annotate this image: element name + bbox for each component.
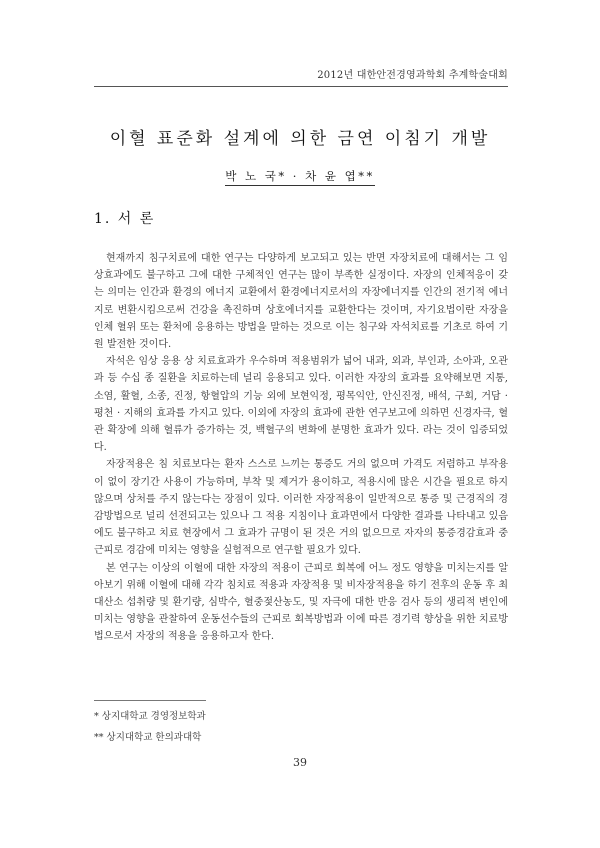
authors-text: 박 노 국* · 차 윤 엽**	[225, 168, 375, 186]
paragraph: 자장적용은 침 치료보다는 환자 스스로 느끼는 통증도 거의 없으며 가격도 저렴하고 부작용이 없이 장기간 사용이 가능하며, 부착 및 제거가 용이하고, 적용시에 많은 시간을 필요로 하지 않으며 상처를 주지 않는다는 장점이 있다. 이러한 자장적용이 일반적으로 통증 및 근경직의 경감방법으로 널리 선전되고는 있으나 그 적용 지침이나 효과면에서 다양한 결과를 나타내고 있음에도 불구하고 치료 현장에서 그 효과가 규명이 된 것은 거의 없으므로 자자의 통증경감효과 중근피로 경감에 미치는 영향을 실험적으로 연구할 필요가 있다.	[94, 459, 508, 557]
footnote-rule	[94, 700, 206, 701]
paper-title: 이혈 표준화 설계에 의한 금연 이침기 개발	[109, 129, 491, 149]
paragraph: 현재까지 침구치료에 대한 연구는 다양하게 보고되고 있는 반면 자장치료에 대해서는 그 임상효과에도 불구하고 그에 대한 구체적인 연구는 많이 부족한 실정이다. 자장의 인체적응이 갖는 의미는 인간과 환경의 에너지 교환에서 환경에너지로서의 자장에너지를 인간의 전기적 에너지로 변환시킴으로써 건강을 촉진하며 상호에너지를 교환한다는 것이며, 자기요법이란 자장을 인체 혈위 또는 환처에 응용하는 방법을 말하는 것으로 이는 침구와 자석치료를 기초로 하여 기원 발전한 것이다.	[94, 253, 508, 351]
header-rule	[94, 86, 508, 87]
footnote-author1: * 상지대학교 경영정보학과	[94, 711, 206, 722]
footnotes	[94, 706, 206, 748]
paragraph: 본 연구는 이상의 이혈에 대한 자장의 적용이 근피로 회복에 어느 정도 영향을 미치는지를 알아보기 위해 이혈에 대해 각각 침치료 적용과 자장적용 및 비자장적용을 하기 전후의 운동 후 최대산소 섭취량 및 환기량, 심박수, 혈중젖산농도, 및 자극에 대한 반응 검사 등의 생리적 변인에 미치는 영향을 관찰하여 운동선수들의 근피로 회복방법과 이에 따른 경기력 향상을 위한 치료방법으로서 자장의 적용을 응용하고자 한다.	[94, 562, 508, 643]
section-heading: 1. 서 론	[94, 211, 156, 227]
page-number: 39	[293, 756, 307, 769]
footnote-author2: ** 상지대학교 한의과대학	[94, 732, 202, 743]
running-head: 2012년 대한안전경영과학회 추계학술대회	[317, 70, 508, 81]
paragraph: 자석은 임상 응용 상 치료효과가 우수하며 적용범위가 넓어 내과, 외과, 부인과, 소아과, 오관과 등 수십 종 질환을 치료하는데 널리 응용되고 있다. 이러한 자장의 효과를 요약해보면 지통, 소염, 활혈, 소종, 진정, 항혈압의 기능 외에 보현익정, 평목익안, 안신진정, 배석, 구회, 거담 · 평천 · 지해의 효과를 가지고 있다. 이외에 자장의 효과에 관한 연구보고에 의하면 신경자극, 혈관 확장에 의해 혈류가 증가하는 것, 백혈구의 변화에 분명한 효과가 있다. 라는 것이 입증되었다.	[94, 356, 508, 454]
body-text	[94, 250, 508, 646]
paper-authors	[0, 168, 600, 186]
